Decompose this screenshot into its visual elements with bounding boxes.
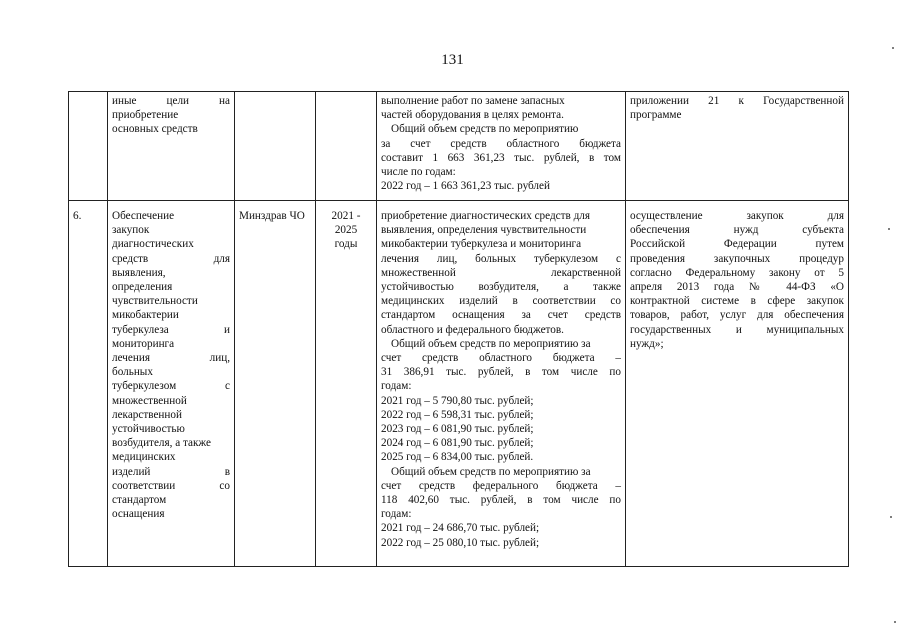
text-line: определения: [112, 281, 173, 294]
text-line: приобретение: [112, 109, 179, 122]
text-line: оснащения: [112, 508, 165, 521]
scan-speck: [894, 621, 896, 623]
text-line: нужд»;: [630, 337, 664, 350]
text-line: выполнение работ по замене запасных: [381, 95, 565, 107]
text-line: микобактерии: [112, 309, 179, 322]
text-line: счет средств федерального бюджета –: [381, 479, 621, 492]
text-line: соответствии со: [112, 479, 230, 492]
text-line: лечения лиц,: [112, 352, 230, 365]
cell-executor: [235, 92, 316, 201]
text-line: Общий объем средств по мероприятию за: [391, 465, 591, 478]
program-activities-table: [68, 91, 849, 567]
text-line: 2022 год – 1 663 361,23 тыс. рублей: [381, 180, 550, 193]
table-row-6: [69, 201, 849, 567]
text-line: составит 1 663 361,23 тыс. рублей, в том: [381, 151, 621, 164]
table-row-continuation: [69, 92, 849, 201]
text-line: множественной: [112, 394, 187, 407]
text-line: апреля 2013 года № 44-ФЗ «О: [630, 281, 844, 294]
text-line: осуществление закупок для: [630, 210, 844, 222]
text-line: выявления,: [112, 266, 166, 279]
cell-description: [377, 92, 626, 201]
text-line: медицинских: [112, 451, 176, 464]
text-line: множественной лекарственной: [381, 266, 621, 279]
page-number: 131: [441, 52, 464, 68]
text-line: 2021 -: [331, 210, 361, 222]
text-line: Общий объем средств по мероприятию за: [391, 337, 591, 350]
text-line: приобретение диагностических средств для: [381, 210, 591, 222]
text-line: обеспечения нужд субъекта: [630, 224, 844, 237]
text-line: 2024 год – 6 081,90 тыс. рублей;: [381, 437, 534, 450]
text-line: стандартом оснащения за счет средств: [381, 309, 621, 322]
text-line: Российской Федерации путем: [630, 238, 844, 251]
text-line: мониторинга: [112, 337, 175, 350]
text-line: 2022 год – 25 080,10 тыс. рублей;: [381, 536, 540, 549]
text-line: 2021 год – 5 790,80 тыс. рублей;: [381, 394, 534, 407]
text-line: частей оборудования в целях ремонта.: [381, 109, 564, 122]
text-line: туберкулеза и: [112, 323, 230, 336]
cell-expected-result: [626, 92, 849, 201]
text-line: Общий объем средств по мероприятию: [391, 123, 579, 136]
text-line: изделий в: [112, 465, 230, 478]
cell-expected-result: [626, 201, 849, 567]
text-line: больных: [112, 366, 153, 379]
text-line: Обеспечение: [112, 210, 175, 222]
cell-number: [69, 92, 108, 201]
text-line: государственных и муниципальных: [630, 323, 844, 336]
text-line: годам:: [381, 380, 412, 393]
scan-speck: [888, 228, 890, 230]
cell-period: [316, 92, 377, 201]
text-line: лечения лиц, больных туберкулезом с: [381, 252, 621, 265]
text-line: медицинских изделий в соответствии со: [381, 295, 621, 308]
text-line: выявления, определения чувствительности: [381, 224, 587, 237]
text-line: чувствительности: [112, 295, 198, 308]
scan-speck: [892, 47, 894, 49]
text-line: 2023 год – 6 081,90 тыс. рублей;: [381, 423, 534, 436]
text-line: числе по годам:: [381, 166, 456, 179]
text-line: возбудителя, а также: [112, 437, 211, 450]
text-line: программе: [630, 109, 682, 122]
text-line: средств для: [112, 252, 230, 265]
text-line: согласно Федеральному закону от 5: [630, 266, 844, 279]
scan-speck: [890, 516, 892, 518]
text-line: устойчивостью возбудителя, а также: [381, 281, 621, 294]
text-line: контрактной системе в сфере закупок: [630, 295, 844, 308]
text-line: 2025 год – 6 834,00 тыс. рублей.: [381, 451, 534, 464]
text-line: устойчивостью: [112, 423, 185, 436]
text-line: 2025: [334, 224, 358, 237]
cell-number: 6.: [69, 201, 108, 567]
text-line: закупок: [112, 224, 150, 237]
text-line: годы: [334, 238, 358, 251]
text-line: 2022 год – 6 598,31 тыс. рублей;: [381, 408, 534, 421]
text-line: стандартом: [112, 494, 167, 507]
text-line: за счет средств областного бюджета: [381, 137, 621, 150]
text-line: основных средств: [112, 123, 198, 136]
text-line: приложении 21 к Государственной: [630, 95, 844, 107]
cell-activity-name: [108, 201, 235, 567]
text-line: диагностических: [112, 238, 194, 251]
cell-activity-name: [108, 92, 235, 201]
text-line: проведения закупочных процедур: [630, 252, 844, 265]
text-line: микобактерии туберкулеза и мониторинга: [381, 238, 582, 251]
text-line: иные цели на: [112, 95, 230, 107]
text-line: туберкулезом с: [112, 380, 230, 393]
cell-period: [316, 201, 377, 567]
text-line: годам:: [381, 508, 412, 521]
cell-executor: Минздрав ЧО: [235, 201, 316, 567]
text-line: областного и федерального бюджетов.: [381, 323, 564, 336]
cell-description: [377, 201, 626, 567]
text-line: 2021 год – 24 686,70 тыс. рублей;: [381, 522, 540, 535]
text-line: лекарственной: [112, 408, 182, 421]
text-line: 31 386,91 тыс. рублей, в том числе по: [381, 366, 621, 379]
text-line: счет средств областного бюджета –: [381, 352, 621, 365]
text-line: 118 402,60 тыс. рублей, в том числе по: [381, 494, 621, 507]
text-line: товаров, работ, услуг для обеспечения: [630, 309, 844, 322]
